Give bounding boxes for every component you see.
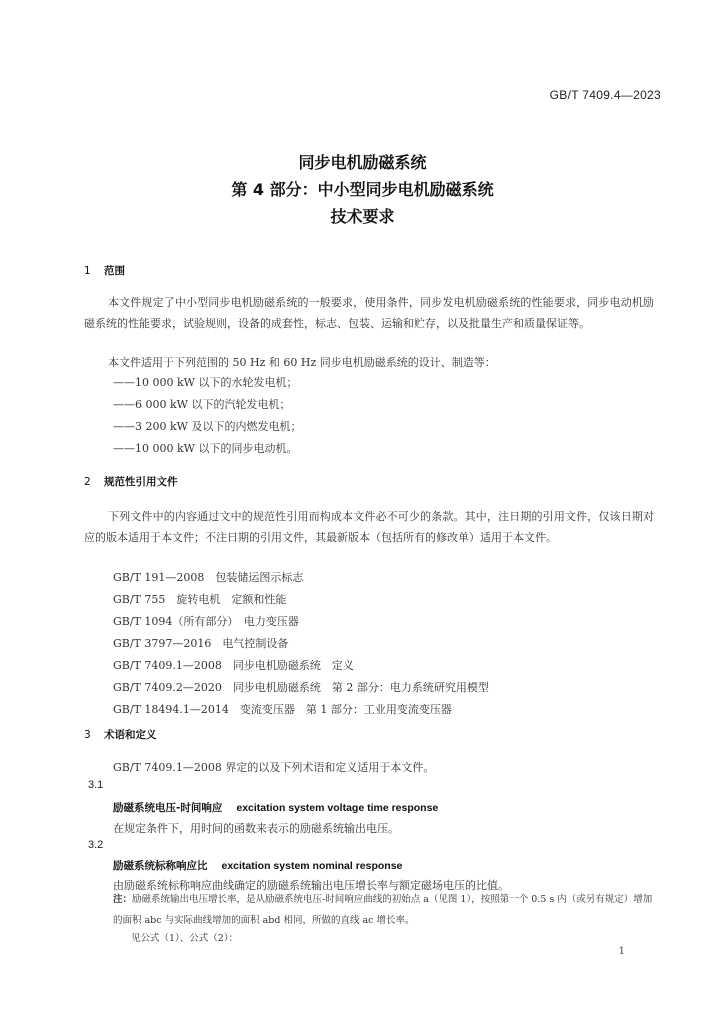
section-1-paragraph-2: 本文件适用于下列范围的 50 Hz 和 60 Hz 同步电机励磁系统的设计、制造等： xyxy=(108,356,496,369)
term-3-1-title xyxy=(113,800,438,815)
section-3-heading xyxy=(84,727,157,742)
note-text: 励磁系统输出电压增长率，是从励磁系统电压-时间响应曲线的初始点 a（见图 1），按照第一个 0.5 s 内（或另有规定）增加的面积 abc 与实际曲线增加的面积 abd 相同，所做的直线 ac 增长率。 xyxy=(113,894,653,926)
title-line-1: 同步电机励磁系统 xyxy=(298,153,427,172)
scope-item-1: ——10 000 kW 以下的水轮发电机； xyxy=(113,376,298,389)
reference-4: GB/T 3797—2016 电气控制设备 xyxy=(113,637,289,650)
term-3-2-title xyxy=(113,858,402,873)
section-2-heading xyxy=(84,474,178,489)
scope-item-2: ——6 000 kW 以下的汽轮发电机； xyxy=(113,398,291,411)
term-3-1-zh: 励磁系统电压-时间响应 xyxy=(113,802,223,814)
section-1-paragraph-1: 本文件规定了中小型同步电机励磁系统的一般要求，使用条件，同步发电机励磁系统的性能要求，同步电动机励磁系统的性能要求，试验规则，设备的成套性，标志、包装、运输和贮存，以及批量生产和质量保证等。 xyxy=(84,296,654,330)
term-3-1-definition: 在规定条件下，用时间的函数来表示的励磁系统输出电压。 xyxy=(113,822,399,835)
section-1-heading xyxy=(84,263,125,278)
note-label: 注： xyxy=(113,894,133,905)
section-1-number: 1 xyxy=(84,265,91,277)
scope-item-3: ——3 200 kW 及以下的内燃发电机； xyxy=(113,420,302,433)
title-line-3: 技术要求 xyxy=(330,207,395,226)
scope-item-4: ——10 000 kW 以下的同步电动机。 xyxy=(113,442,298,455)
reference-2: GB/T 755 旋转电机 定额和性能 xyxy=(113,593,287,606)
section-3-intro: GB/T 7409.1—2008 界定的以及下列术语和定义适用于本文件。 xyxy=(113,761,435,774)
term-3-1-number: 3.1 xyxy=(88,779,104,791)
term-3-1-en: excitation system voltage time response xyxy=(236,802,439,814)
reference-6: GB/T 7409.2—2020 同步电机励磁系统 第 2 部分：电力系统研究用模型 xyxy=(113,681,489,694)
reference-5: GB/T 7409.1—2008 同步电机励磁系统 定义 xyxy=(113,659,354,672)
reference-7: GB/T 18494.1—2014 变流变压器 第 1 部分：工业用变流变压器 xyxy=(113,703,452,716)
section-2-paragraph: 下列文件中的内容通过文中的规范性引用而构成本文件必不可少的条款。其中，注日期的引用文件，仅该日期对应的版本适用于本文件；不注日期的引用文件，其最新版本（包括所有的修改单）适用于本文件。 xyxy=(84,510,654,544)
standard-number: GB/T 7409.4—2023 xyxy=(549,88,661,102)
page-number: 1 xyxy=(618,946,625,957)
term-3-2-definition: 由励磁系统标称响应曲线确定的励磁系统输出电压增长率与额定磁场电压的比值。 xyxy=(113,879,509,892)
term-3-2-en: excitation system nominal response xyxy=(221,860,403,872)
section-2-number: 2 xyxy=(84,476,91,488)
term-3-2-zh: 励磁系统标称响应比 xyxy=(113,860,208,872)
term-3-2-note xyxy=(113,889,658,931)
section-3-title: 术语和定义 xyxy=(104,729,157,741)
section-2-title: 规范性引用文件 xyxy=(104,476,178,488)
reference-3: GB/T 1094（所有部分） 电力变压器 xyxy=(113,615,299,628)
section-3-number: 3 xyxy=(84,729,91,741)
title-line-2: 第 4 部分：中小型同步电机励磁系统 xyxy=(231,180,494,199)
section-1-title: 范围 xyxy=(104,265,125,277)
term-3-2-number: 3.2 xyxy=(88,839,104,851)
formula-reference: 见公式（1）、公式（2）： xyxy=(131,933,239,944)
reference-1: GB/T 191—2008 包装储运图示标志 xyxy=(113,571,304,584)
